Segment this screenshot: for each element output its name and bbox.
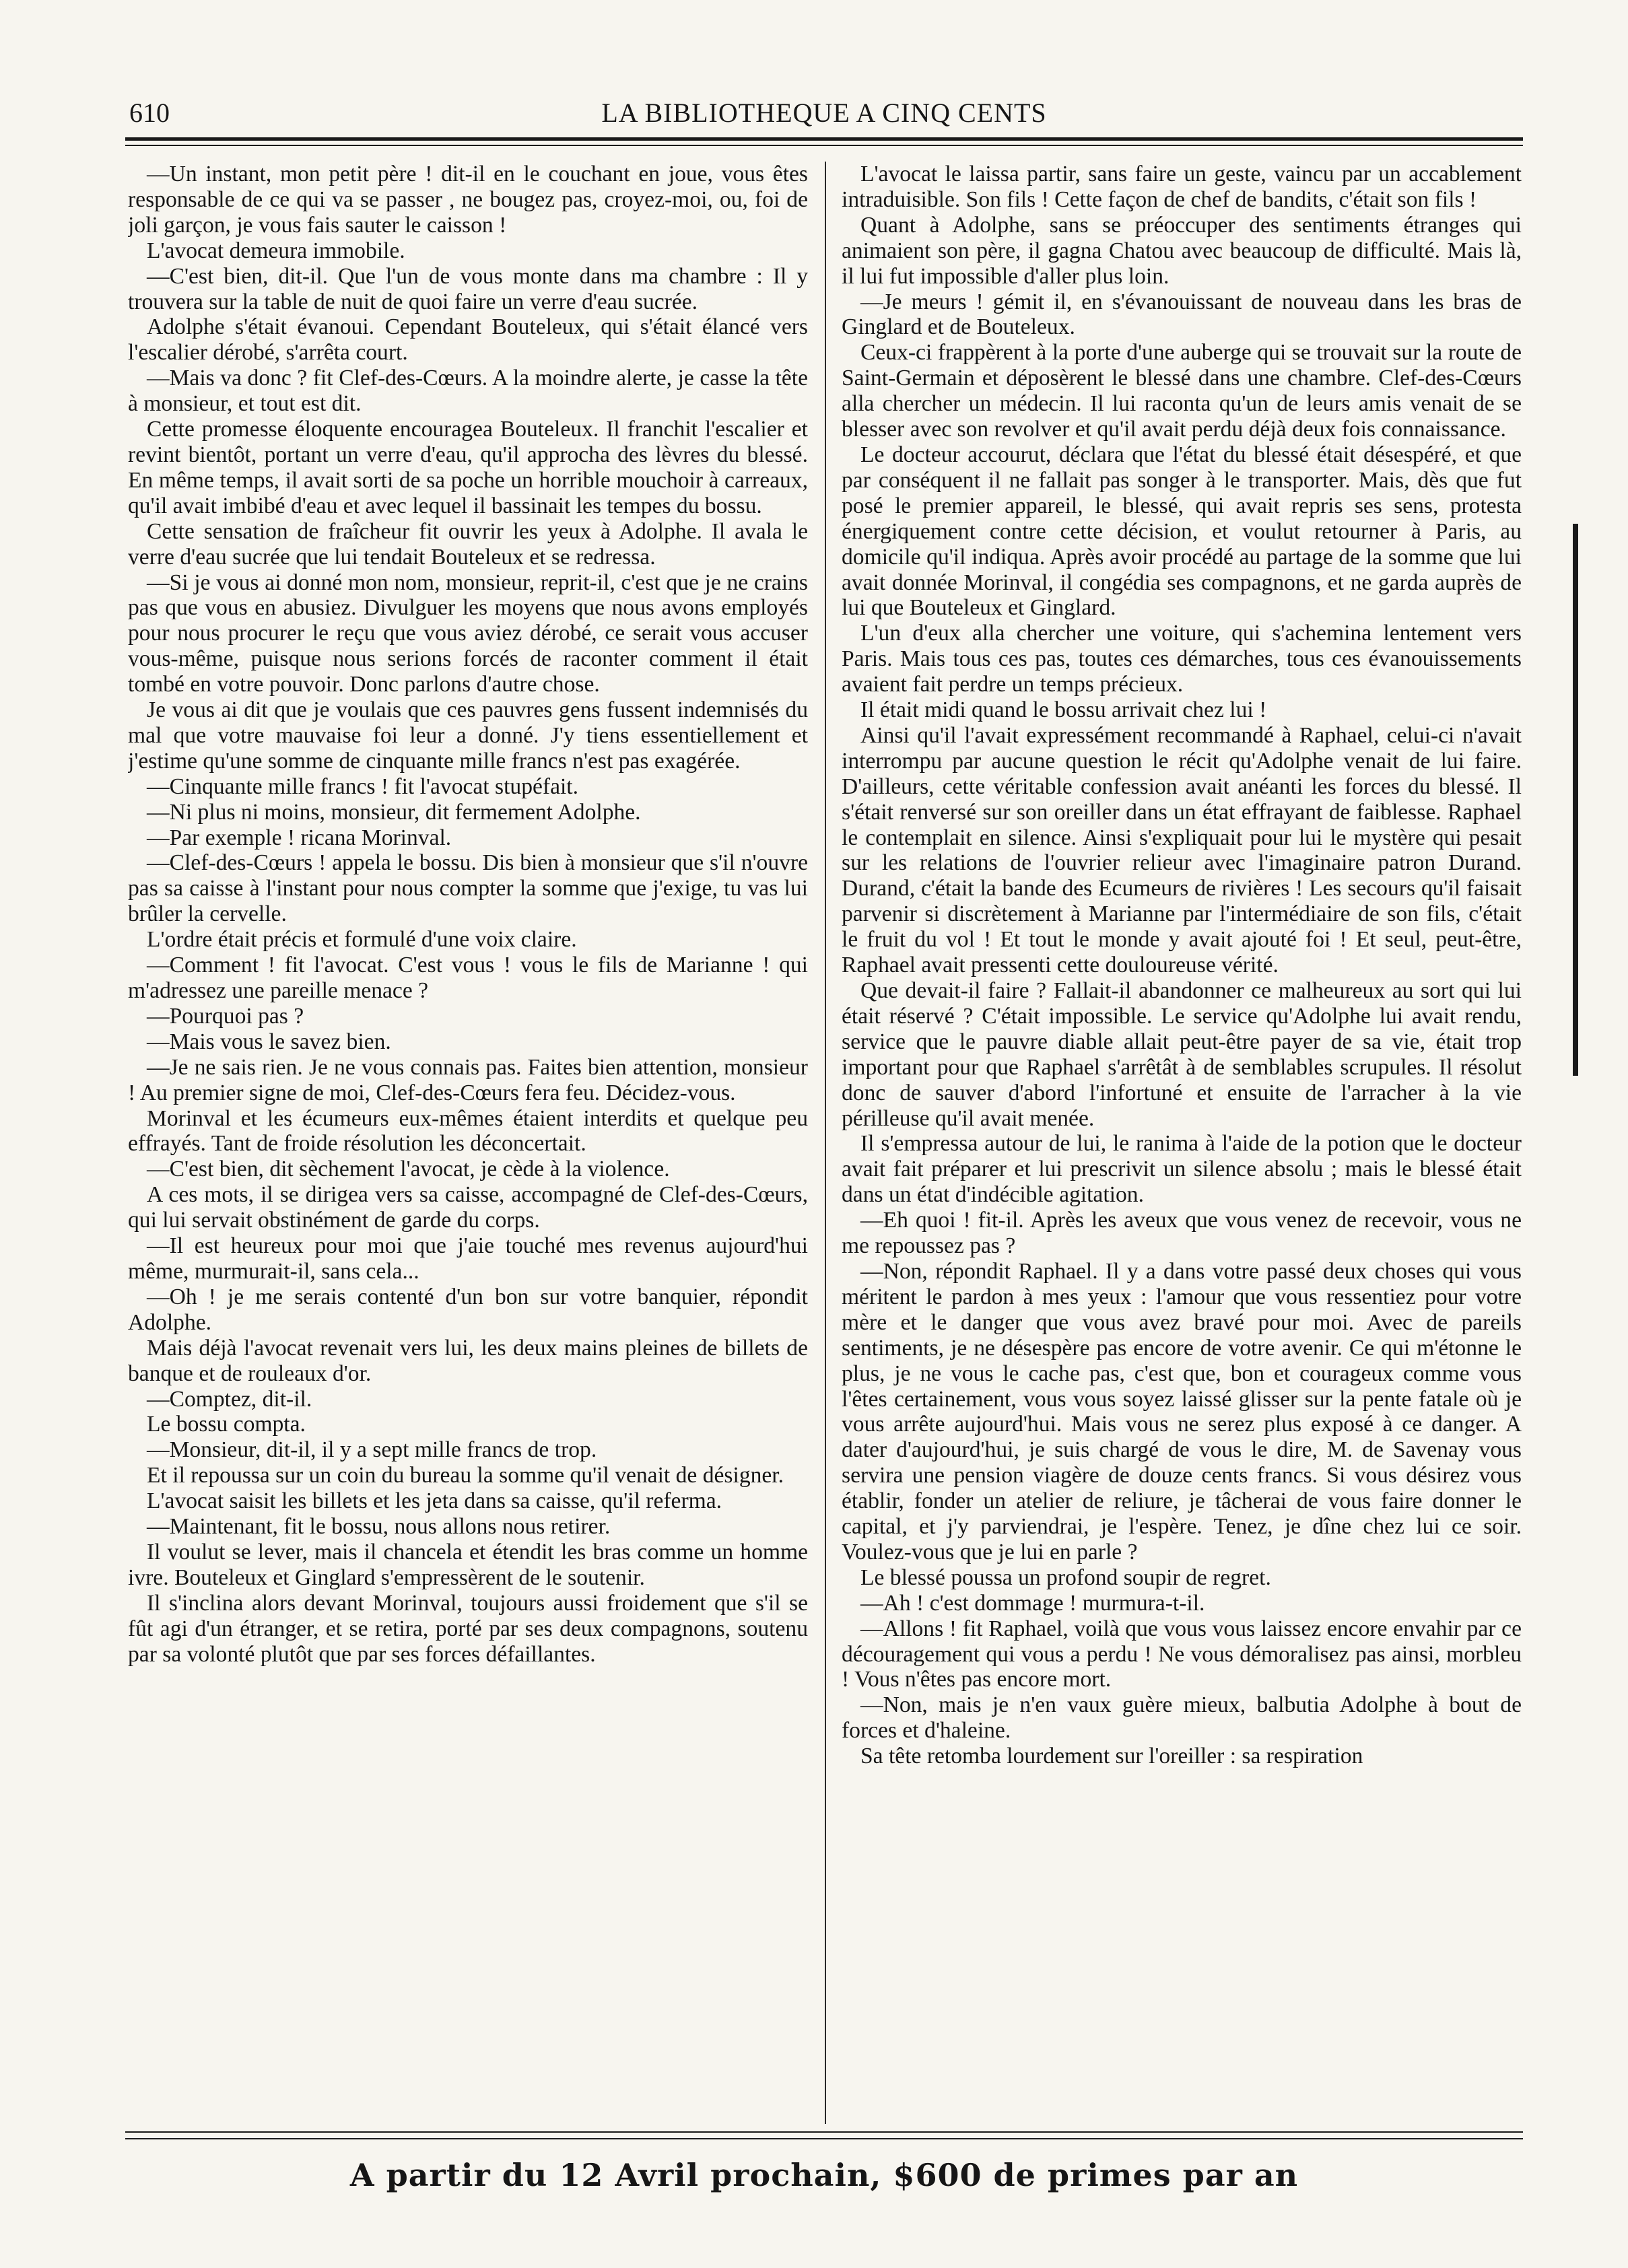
paragraph: Il s'empressa autour de lui, le ranima à l'aide de la potion que le docteur avait fait préparer et lui prescrivit un silence absolu ; mais le blessé était dans un état d'indécible agitation.: [842, 1131, 1522, 1208]
paragraph: Que devait-il faire ? Fallait-il abandonner ce malheureux au sort qui lui était réservé ? C'était impossible. Le service qu'Adolphe lui avait rendu, service que le pauvre diable allait peut-être payer de sa vie, était trop important pour que Raphael s'arrêtât à de semblables scrupules. Il résolut donc de sauver d'abord l'infortuné et ensuite de l'arracher à la vie périlleuse qu'il avait menée.: [842, 978, 1522, 1131]
paragraph: Cette sensation de fraîcheur fit ouvrir les yeux à Adolphe. Il avala le verre d'eau sucrée que lui tendait Bouteleux et se redressa.: [128, 518, 808, 570]
margin-mark: [1573, 524, 1578, 1076]
paragraph: Il était midi quand le bossu arrivait chez lui !: [860, 697, 1267, 723]
paragraph: —Un instant, mon petit père ! dit-il en le couchant en joue, vous êtes responsable de ce qui va se passer , ne bougez pas, croyez-moi, ou, foi de joli garçon, je vous fais sauter le caisson !: [128, 162, 808, 238]
paragraph: Quant à Adolphe, sans se préoccuper des sentiments étranges qui animaient son père, il gagna Chatou avec beaucoup de difficulté. Mais là, il lui fut impossible d'aller plus loin.: [842, 212, 1522, 289]
footer-rule-top: [125, 2131, 1523, 2133]
paragraph: —C'est bien, dit-il. Que l'un de vous monte dans ma chambre : Il y trouvera sur la table de nuit de quoi faire un verre d'eau sucrée.: [128, 263, 808, 314]
paragraph: Et il repoussa sur un coin du bureau la somme qu'il venait de désigner.: [147, 1463, 784, 1488]
paragraph: A ces mots, il se dirigea vers sa caisse, accompagné de Clef-des-Cœurs, qui lui servait obstinément de garde du corps.: [128, 1182, 808, 1233]
paragraph: Ceux-ci frappèrent à la porte d'une auberge qui se trouvait sur la route de Saint-Germain et déposèrent le blessé dans une chambre. Clef-des-Cœurs alla chercher un médecin. Il lui raconta qu'un de leurs amis venait de se blesser avec son revolver et qu'il avait perdu déjà deux fois connaissance.: [842, 340, 1522, 442]
paragraph: —Clef-des-Cœurs ! appela le bossu. Dis bien à monsieur que s'il n'ouvre pas sa caisse à l'instant pour nous compter la somme que j'exige, tu vas lui brûler la cervelle.: [128, 850, 808, 927]
paragraph: —Oh ! je me serais contenté d'un bon sur votre banquier, répondit Adolphe.: [128, 1284, 808, 1335]
paragraph: Mais déjà l'avocat revenait vers lui, les deux mains pleines de billets de banque et de rouleaux d'or.: [128, 1335, 808, 1386]
paragraph: Il s'inclina alors devant Morinval, toujours aussi froidement que s'il se fût agi d'un étranger, et se retira, porté par ses deux compagnons, soutenu par sa volonté plutôt que par ses forces défaillantes.: [128, 1590, 808, 1667]
paragraph: —Par exemple ! ricana Morinval.: [147, 825, 452, 850]
paragraph: —Je ne sais rien. Je ne vous connais pas. Faites bien attention, monsieur ! Au premier signe de moi, Clef-des-Cœurs fera feu. Décidez-vous.: [128, 1054, 808, 1105]
paragraph: —Eh quoi ! fit-il. Après les aveux que vous venez de recevoir, vous ne me repoussez pas ?: [842, 1208, 1522, 1259]
paragraph: —Ni plus ni moins, monsieur, dit fermement Adolphe.: [147, 799, 641, 825]
right-column: [842, 162, 1522, 2127]
paragraph: Ainsi qu'il l'avait expressément recommandé à Raphael, celui-ci n'avait interrompu par aucune question le récit qu'Adolphe venait de lui faire. D'ailleurs, cette véritable confession avait anéanti les forces du blessé. Il s'était renversé sur son oreiller dans un état effrayant de faiblesse. Raphael le contemplait en silence. Ainsi s'expliquait pour lui le mystère qui pesait sur les relations de l'ouvrier relieur avec l'imaginaire patron Durand. Durand, c'était la bande des Ecumeurs de rivières ! Les secours qu'il faisait parvenir si discrètement à Marianne par l'intermédiaire de son fils, c'était le fruit du vol ! Et tout le monde y avait ajouté foi ! Et seul, peut-être, Raphael avait pressenti cette douloureuse vérité.: [842, 722, 1522, 978]
paragraph: Le blessé poussa un profond soupir de regret.: [860, 1565, 1271, 1590]
paragraph: —Mais vous le savez bien.: [147, 1029, 391, 1054]
paragraph: —Maintenant, fit le bossu, nous allons nous retirer.: [147, 1514, 611, 1540]
footer-banner: A partir du 12 Avril prochain, $600 de primes par an: [349, 2157, 1299, 2193]
paragraph: Le bossu compta.: [147, 1412, 306, 1437]
paragraph: —Non, répondit Raphael. Il y a dans votre passé deux choses qui vous méritent le pardon à mes yeux : l'amour que vous ressentiez pour votre mère et le danger que vous avez bravé pour moi. Avec de pareils sentiments, je ne désespère pas encore de votre avenir. Ce qui m'étonne le plus, je ne vous le cache pas, c'est que, bon et courageux comme vous l'êtes certainement, vous vous soyez laissé glisser sur la pente fatale où je vous arrête aujourd'hui. Mais vous ne serez plus exposé à ce danger. A dater d'aujourd'hui, je suis chargé de vous le dire, M. de Savenay vous servira une pension viagère de douze cents francs. Si vous désirez vous établir, fonder un atelier de reliure, je tâcherai de vous faire donner le capital, et j'y parviendrai, je l'espère. Tenez, je dîne chez lui ce soir. Voulez-vous que je lui en parle ?: [842, 1258, 1522, 1565]
running-title: LA BIBLIOTHEQUE A CINQ CENTS: [601, 98, 1047, 128]
paragraph: —Mais va donc ? fit Clef-des-Cœurs. A la moindre alerte, je casse la tête à monsieur, et tout est dit.: [128, 366, 808, 417]
paragraph: —Comptez, dit-il.: [147, 1386, 312, 1412]
paragraph: —Comment ! fit l'avocat. C'est vous ! vous le fils de Marianne ! qui m'adressez une pareille menace ?: [128, 953, 808, 1003]
paragraph: —Monsieur, dit-il, il y a sept mille francs de trop.: [147, 1437, 597, 1463]
paragraph: L'avocat le laissa partir, sans faire un geste, vaincu par un accablement intraduisible. Son fils ! Cette façon de chef de bandits, c'était son fils !: [842, 162, 1522, 212]
page-number: 610: [129, 98, 170, 128]
paragraph: L'un d'eux alla chercher une voiture, qui s'achemina lentement vers Paris. Mais tous ces pas, toutes ces démarches, tous ces évanouissements avaient fait perdre un temps précieux.: [842, 621, 1522, 697]
column-divider: [825, 162, 826, 2124]
left-column: [128, 162, 808, 2127]
header-rule-thin: [125, 145, 1523, 146]
paragraph: Le docteur accourut, déclara que l'état du blessé était désespéré, et que par conséquent il ne fallait pas songer à le transporter. Mais, dès que fut posé le premier appareil, le blessé, qui avait repris ses sens, protesta énergiquement contre cette décision, et voulut retourner à Paris, au domicile qu'il indiqua. Après avoir procédé au partage de la somme que lui avait donnée Morinval, il congédia ses compagnons, et ne garda auprès de lui que Bouteleux et Ginglard.: [842, 442, 1522, 621]
paragraph: L'ordre était précis et formulé d'une voix claire.: [147, 927, 577, 953]
paragraph: Je vous ai dit que je voulais que ces pauvres gens fussent indemnisés du mal que votre mauvaise foi leur a donné. J'y tiens essentiellement et j'estime qu'une somme de cinquante mille francs n'est pas exagérée.: [128, 697, 808, 774]
paragraph: —Cinquante mille francs ! fit l'avocat stupéfait.: [147, 774, 579, 799]
paragraph: —Allons ! fit Raphael, voilà que vous vous laissez encore envahir par ce découragement qui vous a perdu ! Ne vous démoralisez pas ainsi, morbleu ! Vous n'êtes pas encore mort.: [842, 1616, 1522, 1692]
paragraph: L'avocat saisit les billets et les jeta dans sa caisse, qu'il referma.: [147, 1488, 722, 1514]
paragraph: Sa tête retomba lourdement sur l'oreiller : sa respiration: [860, 1744, 1363, 1769]
paragraph: Cette promesse éloquente encouragea Bouteleux. Il franchit l'escalier et revint bientôt, portant un verre d'eau, qu'il approcha des lèvres du blessé. En même temps, il avait sorti de sa poche un horrible mouchoir à carreaux, qu'il avait imbibé d'eau et avec lequel il bassinait les tempes du bossu.: [128, 417, 808, 518]
paragraph: —Ah ! c'est dommage ! murmura-t-il.: [860, 1590, 1205, 1616]
paragraph: Il voulut se lever, mais il chancela et étendit les bras comme un homme ivre. Bouteleux et Ginglard s'empressèrent de le soutenir.: [128, 1539, 808, 1590]
paragraph: —Si je vous ai donné mon nom, monsieur, reprit-il, c'est que je ne crains pas que vous en abusiez. Divulguer les moyens que nous avons employés pour nous procurer le reçu que vous aviez dérobé, ce serait vous accuser vous-même, puisque nous serions forcés de raconter comment il était tombé en votre pouvoir. Donc parlons d'autre chose.: [128, 570, 808, 697]
paragraph: Morinval et les écumeurs eux-mêmes étaient interdits et quelque peu effrayés. Tant de froide résolution les déconcertait.: [128, 1105, 808, 1157]
paragraph: —Pourquoi pas ?: [147, 1003, 304, 1029]
paragraph: L'avocat demeura immobile.: [147, 238, 405, 263]
footer-rule-bottom: [125, 2138, 1523, 2139]
paragraph: —Non, mais je n'en vaux guère mieux, balbutia Adolphe à bout de forces et d'haleine.: [842, 1692, 1522, 1744]
page-header: [125, 93, 1523, 133]
paragraph: —Je meurs ! gémit il, en s'évanouissant de nouveau dans les bras de Ginglard et de Bouteleux.: [842, 289, 1522, 340]
paragraph: —Il est heureux pour moi que j'aie touché mes revenus aujourd'hui même, murmurait-il, sans cela...: [128, 1233, 808, 1284]
header-rule-thick: [125, 137, 1523, 141]
paragraph: —C'est bien, dit sèchement l'avocat, je cède à la violence.: [147, 1157, 670, 1182]
paragraph: Adolphe s'était évanoui. Cependant Bouteleux, qui s'était élancé vers l'escalier dérobé, s'arrêta court.: [128, 314, 808, 366]
